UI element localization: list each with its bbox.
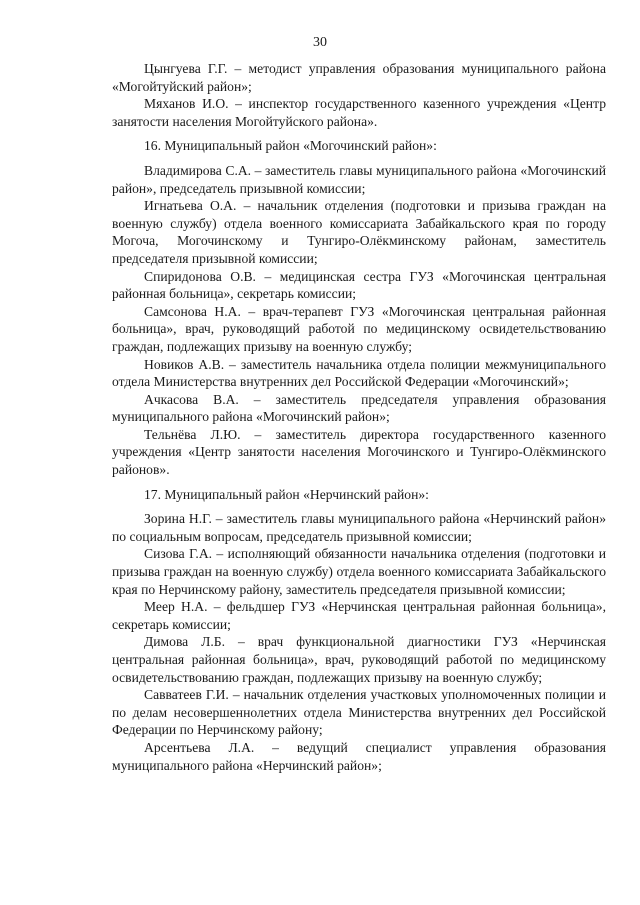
page-number: 30 bbox=[313, 35, 327, 50]
section-17-member: Димова Л.Б. – врач функциональной диагностики ГУЗ «Нерчинская центральная районная больница», врач, руководящий работой по медицинскому освидетельствованию граждан, подлежащих призыву на военную службу; bbox=[112, 634, 606, 685]
section-16-member: Игнатьева О.А. – начальник отделения (подготовки и призыва граждан на военную службу) отдела военного комиссариата Забайкальского края по городу Могоча, Могочинскому и Тунгиро-Олёкминскому районам, заместитель председателя призывной комиссии; bbox=[112, 198, 606, 266]
section-17-heading: 17. Муниципальный район «Нерчинский район»: bbox=[144, 486, 429, 502]
section-17-member: Зорина Н.Г. – заместитель главы муниципального района «Нерчинский район» по социальным вопросам, председатель призывной комиссии; bbox=[112, 511, 606, 544]
section-16-member: Владимирова С.А. – заместитель главы муниципального района «Могочинский район», председатель призывной комиссии; bbox=[112, 162, 606, 196]
section-16-member: Спиридонова О.В. – медицинская сестра ГУЗ «Могочинская центральная районная больница», секретарь комиссии; bbox=[112, 268, 606, 302]
paragraph-tsyngueva: Цынгуева Г.Г. – методист управления образования муниципального района «Могойтуйский район»; bbox=[112, 61, 606, 94]
section-16-member: Самсонова Н.А. – врач-терапевт ГУЗ «Могочинская центральная районная больница», врач, руководящий работой по медицинскому освидетельствованию граждан, подлежащих призыву на военную службу; bbox=[112, 303, 606, 354]
section-16-member: Новиков А.В. – заместитель начальника отдела полиции межмуниципального отдела Министерства внутренних дел Российской Федерации «Могочинский»; bbox=[112, 356, 606, 390]
section-16-member: Тельнёва Л.Ю. – заместитель директора государственного казенного учреждения «Центр занятости населения Могочинского и Тунгиро-Олёкминского районов». bbox=[112, 426, 606, 478]
paragraph-myakhanov: Мяханов И.О. – инспектор государственного казенного учреждения «Центр занятости населения Могойтуйского района». bbox=[112, 96, 606, 129]
section-16-heading: 16. Муниципальный район «Могочинский район»: bbox=[144, 138, 437, 154]
section-17-member: Савватеев Г.И. – начальник отделения участковых уполномоченных полиции и по делам несовершеннолетних отдела Министерства внутренних дел Российской Федерации по Нерчинскому району; bbox=[112, 687, 606, 738]
section-16-member: Ачкасова В.А. – заместитель председателя управления образования муниципального района «Могочинский район»; bbox=[112, 391, 606, 425]
section-17-member: Сизова Г.А. – исполняющий обязанности начальника отделения (подготовки и призыва граждан на военную службу) отдела военного комиссариата Забайкальского края по Нерчинскому району, заместитель председателя призывной комиссии; bbox=[112, 546, 606, 597]
section-17-member: Арсентьева Л.А. – ведущий специалист управления образования муниципального района «Нерчинский район»; bbox=[112, 739, 606, 773]
section-17-member: Меер Н.А. – фельдшер ГУЗ «Нерчинская центральная районная больница», секретарь комиссии; bbox=[112, 599, 606, 632]
